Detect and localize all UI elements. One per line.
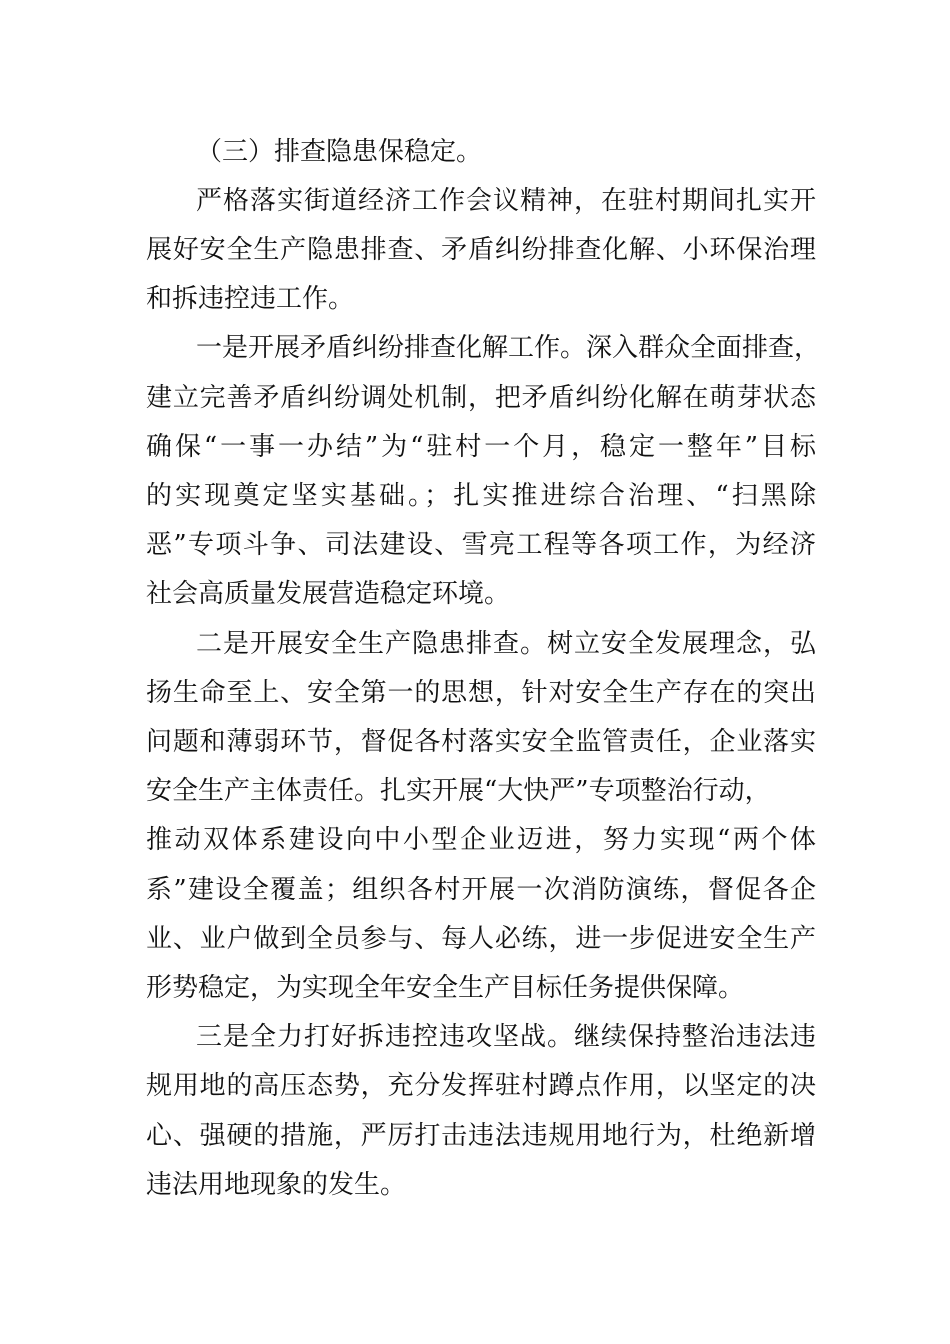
paragraph-line: 扬生命至上、安全第一的思想，针对安全生产存在的突出 [146, 678, 816, 708]
paragraph-line: 和拆违控违工作。 [146, 284, 355, 314]
paragraph-line: 安全生产主体责任。扎实开展“大快严”专项整治行动， [146, 776, 771, 806]
paragraph-line: 三是全力打好拆违控违攻坚战。继续保持整治违法违 [196, 1022, 816, 1052]
paragraph-line: 系”建设全覆盖；组织各村开展一次消防演练，督促各企 [146, 875, 816, 905]
paragraph-line: 规用地的高压态势，充分发挥驻村蹲点作用，以坚定的决 [146, 1071, 816, 1101]
paragraph-line: 展好安全生产隐患排查、矛盾纠纷排查化解、小环保治理 [146, 235, 816, 265]
paragraph-line: 恶”专项斗争、司法建设、雪亮工程等各项工作，为经济 [146, 530, 816, 560]
paragraph-line: 建立完善矛盾纠纷调处机制，把矛盾纠纷化解在萌芽状态 [146, 383, 816, 413]
paragraph-line: 业、业户做到全员参与、每人必练，进一步促进安全生产 [146, 924, 816, 954]
paragraph-line: 问题和薄弱环节，督促各村落实安全监管责任，企业落实 [146, 727, 816, 757]
paragraph-line: 一是开展矛盾纠纷排查化解工作。深入群众全面排查， [196, 333, 821, 363]
paragraph-line: 推动双体系建设向中小型企业迈进，努力实现“两个体 [146, 825, 816, 855]
section-heading: （三）排查隐患保稳定。 [196, 137, 483, 167]
paragraph-line: 严格落实街道经济工作会议精神，在驻村期间扎实开 [196, 186, 816, 216]
paragraph-line: 二是开展安全生产隐患排查。树立安全发展理念，弘 [196, 629, 816, 659]
paragraph-line: 违法用地现象的发生。 [146, 1170, 407, 1200]
paragraph-line: 社会高质量发展营造稳定环境。 [146, 579, 511, 609]
paragraph-line: 的实现奠定坚实基础。；扎实推进综合治理、“扫黑除 [146, 481, 816, 511]
paragraph-line: 心、强硬的措施，严厉打击违法违规用地行为，杜绝新增 [146, 1121, 816, 1151]
paragraph-line: 形势稳定，为实现全年安全生产目标任务提供保障。 [146, 973, 745, 1003]
paragraph-line: 确保“一事一办结”为“驻村一个月，稳定一整年”目标 [146, 432, 816, 462]
